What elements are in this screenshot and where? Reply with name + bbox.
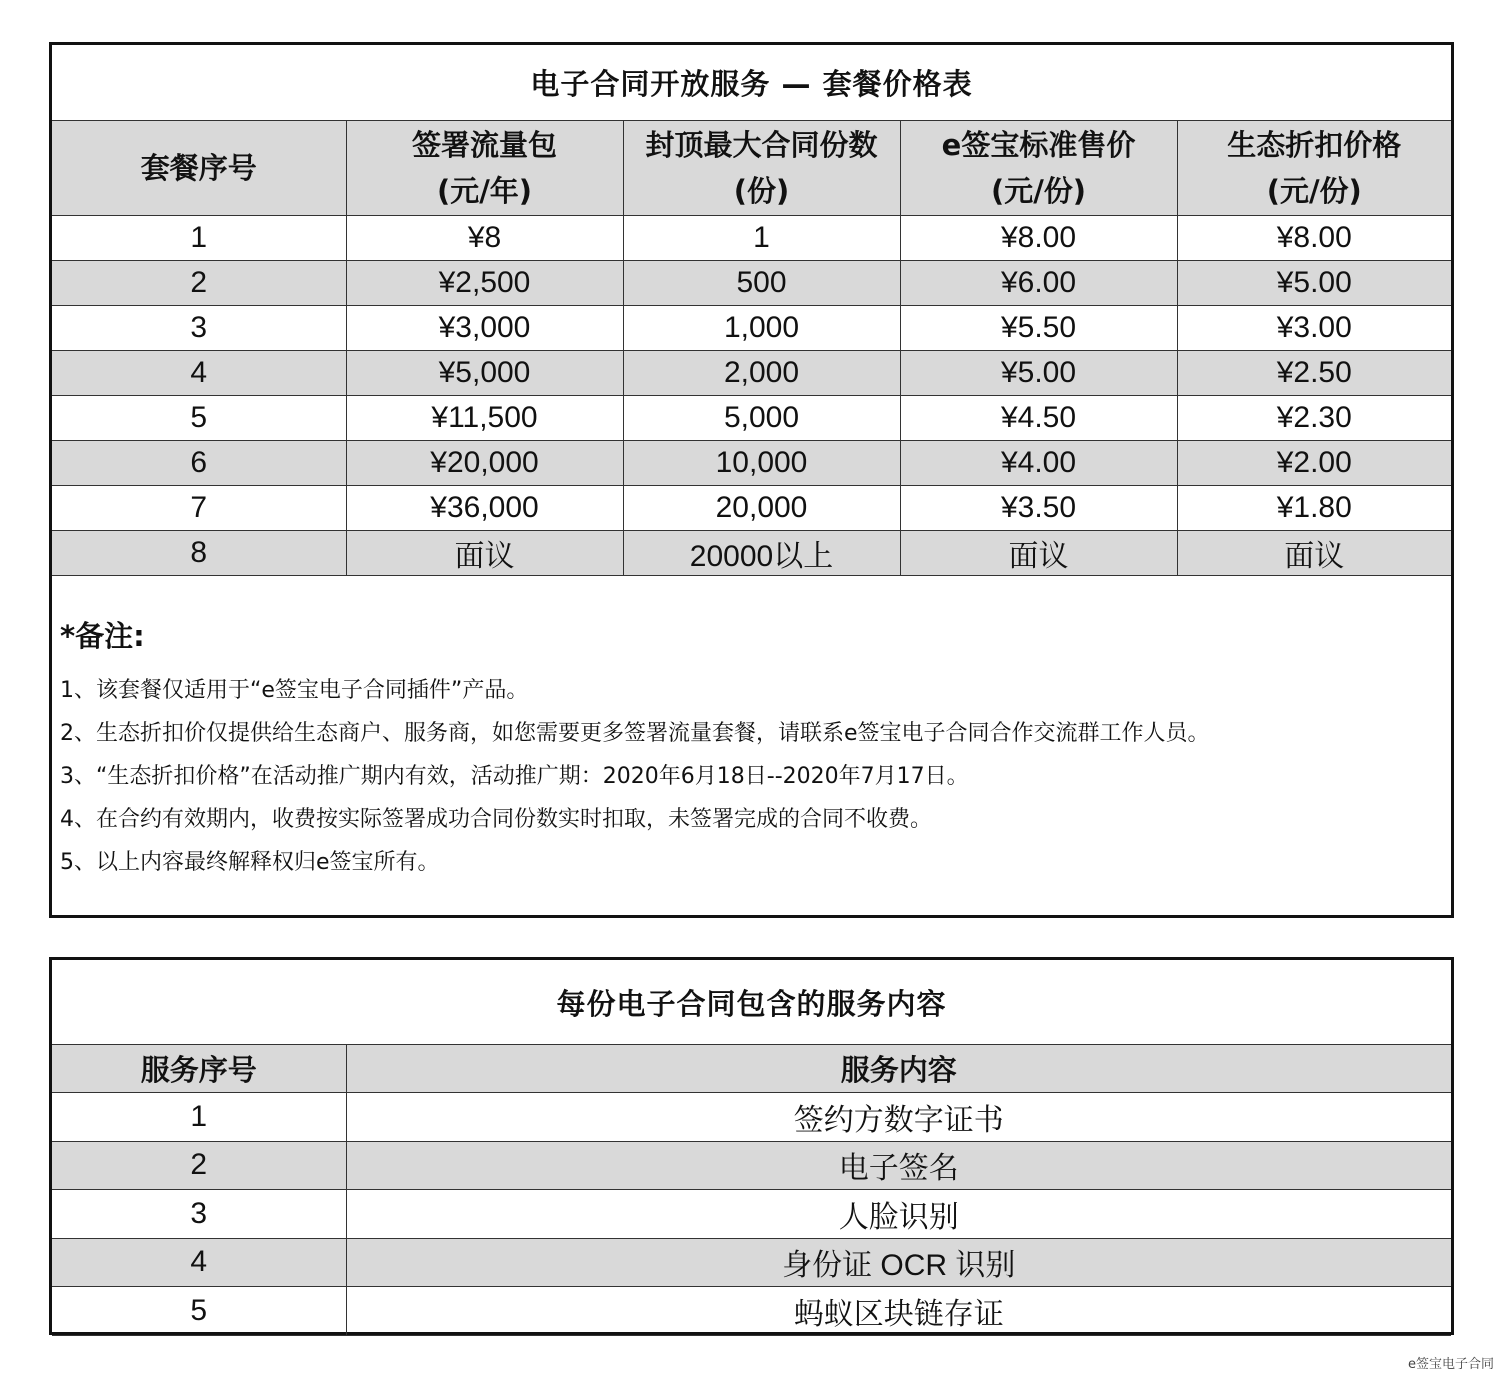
standard-price-cell: ¥3.50 <box>900 486 1177 531</box>
header-eco-discount-price: 生态折扣价格 (元/份) <box>1177 121 1451 216</box>
signing-package-cell: 面议 <box>346 531 623 576</box>
max-contracts-cell: 10,000 <box>623 441 900 486</box>
table-row <box>52 396 1451 441</box>
package-number-cell: 1 <box>52 216 346 261</box>
pricing-table <box>52 120 1451 576</box>
services-table <box>52 1044 1451 1336</box>
package-number-cell: 2 <box>52 261 346 306</box>
note-item: 3、“生态折扣价格”在活动推广期内有效，活动推广期：2020年6月18日--2020年7月17日。 <box>60 764 969 789</box>
eco-discount-price-cell: 面议 <box>1177 531 1451 576</box>
service-number-cell: 1 <box>52 1093 346 1142</box>
pricing-header-row <box>52 121 1451 216</box>
service-number-cell: 3 <box>52 1190 346 1239</box>
pricing-panel <box>49 42 1454 918</box>
table-row <box>52 441 1451 486</box>
max-contracts-cell: 1 <box>623 216 900 261</box>
table-row <box>52 351 1451 396</box>
table-row <box>52 1238 1451 1287</box>
table-row <box>52 486 1451 531</box>
header-package-number: 套餐序号 <box>52 121 346 216</box>
note-item: 5、以上内容最终解释权归e签宝所有。 <box>60 850 440 875</box>
signing-package-cell: ¥2,500 <box>346 261 623 306</box>
service-number-cell: 4 <box>52 1238 346 1287</box>
eco-discount-price-cell: ¥1.80 <box>1177 486 1451 531</box>
standard-price-cell: 面议 <box>900 531 1177 576</box>
table-row <box>52 306 1451 351</box>
table-row <box>52 1141 1451 1190</box>
table-row <box>52 261 1451 306</box>
max-contracts-cell: 2,000 <box>623 351 900 396</box>
max-contracts-cell: 5,000 <box>623 396 900 441</box>
table-row <box>52 1093 1451 1142</box>
eco-discount-price-cell: ¥3.00 <box>1177 306 1451 351</box>
package-number-cell: 7 <box>52 486 346 531</box>
header-service-content: 服务内容 <box>346 1045 1451 1093</box>
package-number-cell: 5 <box>52 396 346 441</box>
standard-price-cell: ¥8.00 <box>900 216 1177 261</box>
signing-package-cell: ¥3,000 <box>346 306 623 351</box>
pricing-title: 电子合同开放服务 — 套餐价格表 <box>530 67 973 101</box>
eco-discount-price-cell: ¥8.00 <box>1177 216 1451 261</box>
eco-discount-price-cell: ¥2.30 <box>1177 396 1451 441</box>
max-contracts-cell: 20000以上 <box>623 531 900 576</box>
note-item: 2、生态折扣价仅提供给生态商户、服务商，如您需要更多签署流量套餐，请联系e签宝电子合同合作交流群工作人员。 <box>60 721 1210 746</box>
notes-section <box>52 576 1451 884</box>
standard-price-cell: ¥4.00 <box>900 441 1177 486</box>
header-max-contracts: 封顶最大合同份数 (份) <box>623 121 900 216</box>
signing-package-cell: ¥8 <box>346 216 623 261</box>
table-row <box>52 1287 1451 1336</box>
standard-price-cell: ¥6.00 <box>900 261 1177 306</box>
note-item: 1、该套餐仅适用于“e签宝电子合同插件”产品。 <box>60 678 529 703</box>
watermark: e签宝电子合同 <box>1408 1357 1494 1372</box>
table-row <box>52 1190 1451 1239</box>
max-contracts-cell: 500 <box>623 261 900 306</box>
table-row <box>52 216 1451 261</box>
service-content-cell: 签约方数字证书 <box>346 1093 1451 1142</box>
standard-price-cell: ¥4.50 <box>900 396 1177 441</box>
signing-package-cell: ¥36,000 <box>346 486 623 531</box>
header-service-number: 服务序号 <box>52 1045 346 1093</box>
services-panel <box>49 957 1454 1335</box>
max-contracts-cell: 20,000 <box>623 486 900 531</box>
standard-price-cell: ¥5.00 <box>900 351 1177 396</box>
signing-package-cell: ¥11,500 <box>346 396 623 441</box>
signing-package-cell: ¥20,000 <box>346 441 623 486</box>
service-content-cell: 电子签名 <box>346 1141 1451 1190</box>
package-number-cell: 4 <box>52 351 346 396</box>
eco-discount-price-cell: ¥2.50 <box>1177 351 1451 396</box>
package-number-cell: 3 <box>52 306 346 351</box>
standard-price-cell: ¥5.50 <box>900 306 1177 351</box>
package-number-cell: 8 <box>52 531 346 576</box>
eco-discount-price-cell: ¥5.00 <box>1177 261 1451 306</box>
max-contracts-cell: 1,000 <box>623 306 900 351</box>
notes-title: *备注: <box>60 619 145 653</box>
note-item: 4、在合约有效期内，收费按实际签署成功合同份数实时扣取，未签署完成的合同不收费。 <box>60 807 933 832</box>
service-content-cell: 人脸识别 <box>346 1190 1451 1239</box>
services-header-row <box>52 1045 1451 1093</box>
eco-discount-price-cell: ¥2.00 <box>1177 441 1451 486</box>
service-number-cell: 5 <box>52 1287 346 1336</box>
service-number-cell: 2 <box>52 1141 346 1190</box>
package-number-cell: 6 <box>52 441 346 486</box>
header-standard-price: e签宝标准售价 (元/份) <box>900 121 1177 216</box>
header-signing-package: 签署流量包 (元/年) <box>346 121 623 216</box>
signing-package-cell: ¥5,000 <box>346 351 623 396</box>
service-content-cell: 身份证 OCR 识别 <box>346 1238 1451 1287</box>
services-title: 每份电子合同包含的服务内容 <box>556 986 947 1021</box>
table-row <box>52 531 1451 576</box>
service-content-cell: 蚂蚁区块链存证 <box>346 1287 1451 1336</box>
